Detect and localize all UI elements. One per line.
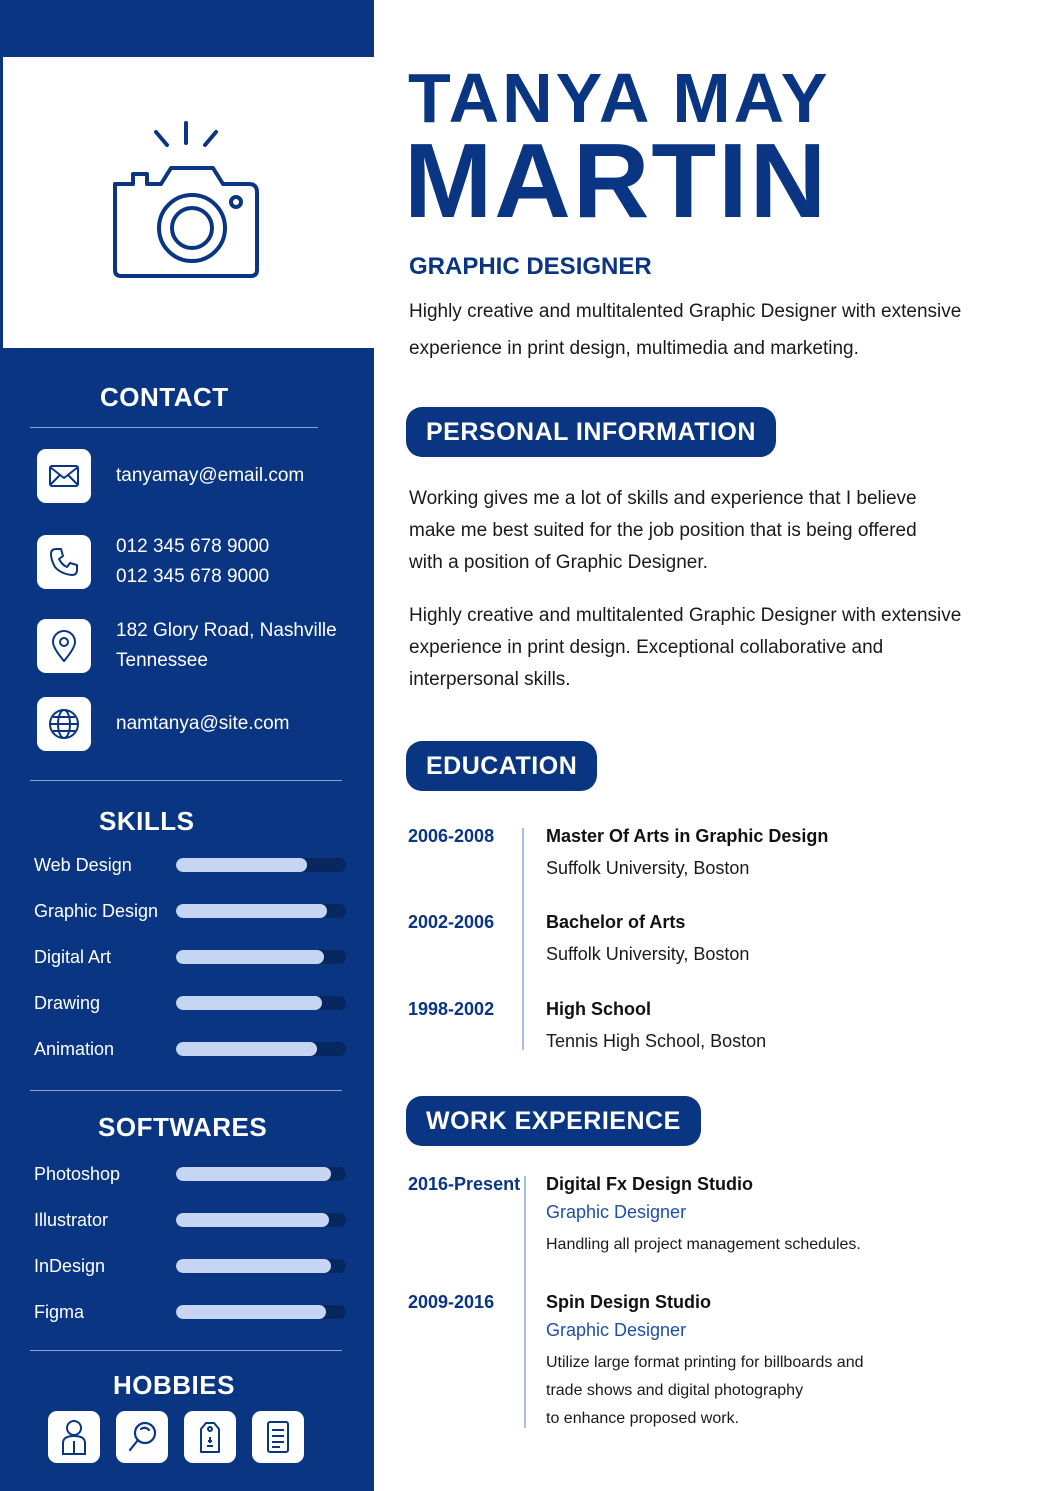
softwares-divider [30,1090,342,1091]
softwares-label: Figma [34,1301,85,1322]
name-first-line: TANYA MAY [408,59,831,137]
name-last: MARTIN [404,122,829,240]
summary-line-2: experience in print design, multimedia and marketing. [409,338,859,359]
education-school: Suffolk University, Boston [546,858,750,878]
phone-number-2: 012 345 678 9000 [116,566,270,587]
softwares-level-fill [176,1167,331,1181]
skills-label: Digital Art [34,946,112,967]
profile-photo-placeholder[interactable] [3,57,374,348]
notebook-icon[interactable] [252,1411,304,1463]
job-title: GRAPHIC DESIGNER [409,253,652,280]
softwares-row [34,1299,346,1325]
softwares-level-bar [176,1259,346,1273]
work-role: Graphic Designer [546,1320,687,1340]
personal-paragraph-1: Working gives me a lot of skills and experience that I believe make me best suited for the job position that is being offered with a position of Graphic Designer. [409,488,917,573]
summary-line-1: Highly creative and multitalented Graphic Designer with extensive [409,301,962,322]
softwares-level-fill [176,1213,329,1227]
skills-level-fill [176,858,307,872]
education-years: 2006-2008 [408,826,495,846]
contact-heading: CONTACT [100,382,229,412]
skills-level-bar [176,950,346,964]
softwares-row [34,1161,346,1187]
work-description [546,1349,906,1433]
contact-email[interactable] [37,449,304,503]
skills-row [34,852,346,878]
skills-level-fill [176,1042,317,1056]
skills-label: Drawing [34,992,101,1013]
work-years: 2009-2016 [408,1292,495,1312]
address-line-1: 182 Glory Road, Nashville [116,620,337,641]
work-description-line: Utilize large format printing for billboards and [546,1354,864,1371]
hobbies-icons [48,1411,304,1463]
softwares-row [34,1207,346,1233]
skills-level-fill [176,996,322,1010]
education-years: 2002-2006 [408,912,495,932]
email-text: tanyamay@email.com [116,465,305,486]
softwares-row [34,1253,346,1279]
education-degree: Bachelor of Arts [546,912,686,932]
person-icon[interactable] [48,1411,100,1463]
skills-level-fill [176,950,324,964]
skills-row [34,990,346,1016]
phone-icon [37,535,91,589]
skills-divider [30,780,342,781]
summary [409,293,1009,367]
skills-level-bar [176,996,346,1010]
education-years: 1998-2002 [408,999,495,1019]
skills-level-bar [176,1042,346,1056]
skills-label: Graphic Design [34,900,159,921]
location-pin-icon [37,619,91,673]
work-description: Handling all project management schedules. [546,1236,861,1253]
work-role: Graphic Designer [546,1202,687,1222]
skills-row [34,1036,346,1062]
education-school: Suffolk University, Boston [546,944,750,964]
education-school: Tennis High School, Boston [546,1031,767,1051]
softwares-label: Photoshop [34,1163,121,1184]
softwares-label: Illustrator [34,1209,109,1230]
personal-paragraph-2: Highly creative and multitalented Graphic Designer with extensive experience in print design. Exceptional collaborative and interpersonal skills. [409,605,962,690]
address-line-2: Tennessee [116,650,208,671]
skills-row [34,898,346,924]
skills-level-bar [176,858,346,872]
softwares-level-bar [176,1305,346,1319]
softwares-label: InDesign [34,1255,106,1276]
globe-icon [37,697,91,751]
work-company: Digital Fx Design Studio [546,1174,754,1194]
work-description-line: to enhance proposed work. [546,1410,740,1427]
skills-row [34,944,346,970]
personal-info-heading: PERSONAL INFORMATION [406,407,776,457]
softwares-heading: SOFTWARES [98,1112,268,1142]
skills-label: Animation [34,1038,115,1059]
work-years: 2016-Present [408,1174,521,1194]
skills-heading: SKILLS [99,806,195,836]
softwares-level-fill [176,1259,331,1273]
camera-icon [109,118,269,288]
work-experience-heading: WORK EXPERIENCE [406,1096,701,1146]
website-text: namtanya@site.com [116,713,290,734]
softwares-level-bar [176,1213,346,1227]
contact-address[interactable] [37,616,337,676]
softwares-level-bar [176,1167,346,1181]
skills-level-bar [176,904,346,918]
work-description-line: trade shows and digital photography [546,1382,804,1399]
envelope-icon [37,449,91,503]
magnifier-icon[interactable] [116,1411,168,1463]
education-heading: EDUCATION [406,741,597,791]
hobbies-heading: HOBBIES [113,1370,235,1400]
education-timeline [522,828,524,1050]
education-degree: High School [546,999,651,1019]
luggage-tag-icon[interactable] [184,1411,236,1463]
hobbies-divider [30,1350,342,1351]
sidebar [0,0,374,1491]
education-degree: Master Of Arts in Graphic Design [546,826,829,846]
softwares-level-fill [176,1305,326,1319]
contact-divider [30,427,318,428]
contact-phone[interactable] [37,532,269,592]
skills-level-fill [176,904,327,918]
phone-number-1: 012 345 678 9000 [116,536,270,557]
work-company: Spin Design Studio [546,1292,711,1312]
work-timeline [524,1176,526,1428]
skills-label: Web Design [34,854,132,875]
contact-website[interactable] [37,697,289,751]
